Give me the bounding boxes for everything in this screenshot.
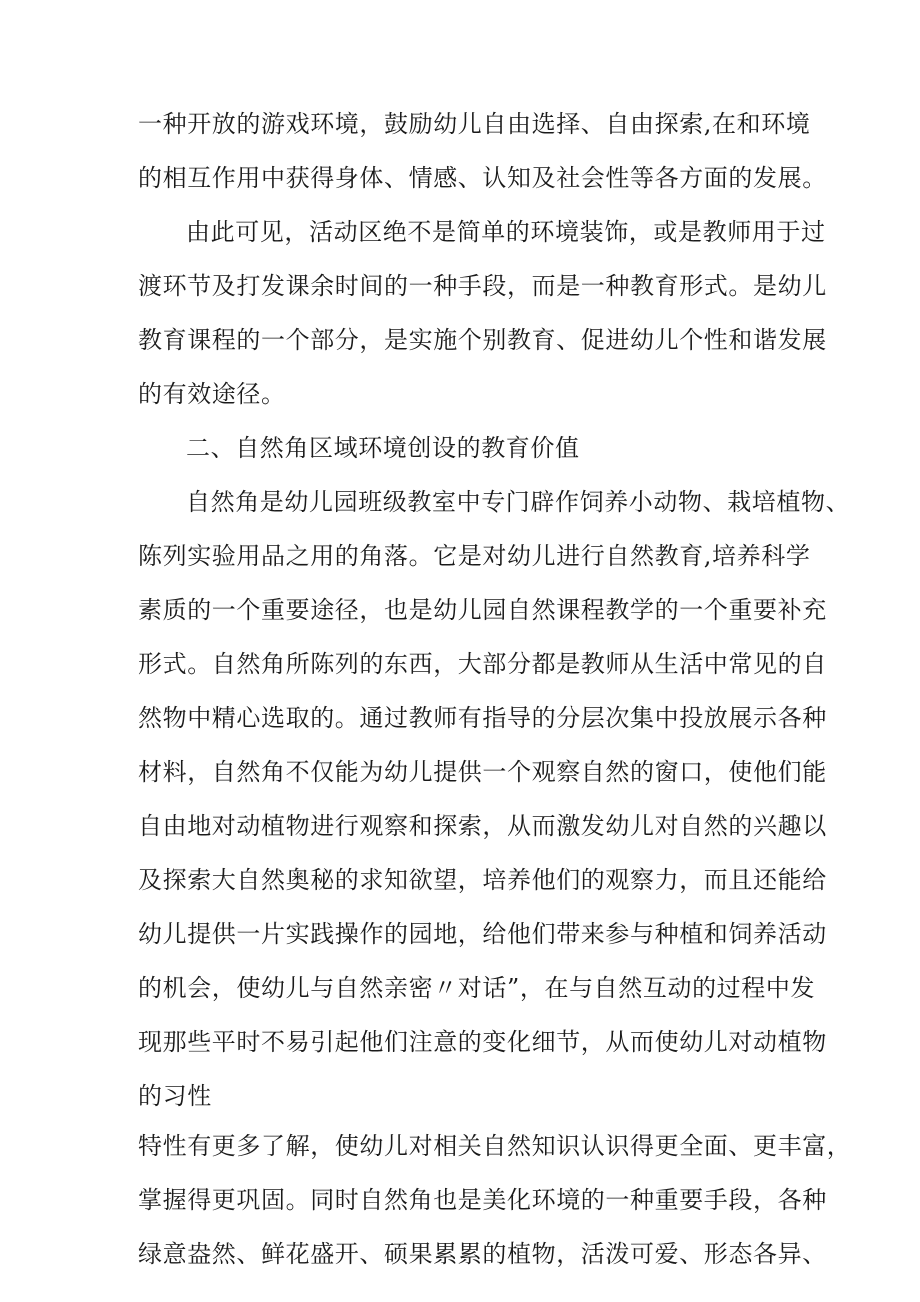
text-line-13: 材料，自然角不仅能为幼儿提供一个观察自然的窗口，使他们能 [138, 758, 827, 786]
text-line-5: 教育课程的一个部分，是实施个别教育、促进幼儿个性和谐发展 [138, 326, 827, 354]
text-line-2: 的相互作用中获得身体、情感、认知及社会性等各方面的发展。 [138, 164, 827, 192]
text-line-6: 的有效途径。 [138, 380, 286, 408]
section-heading: 二、自然角区域环境创设的教育价值 [186, 434, 580, 462]
text-line-21: 掌握得更巩固。同时自然角也是美化环境的一种重要手段，各种 [138, 1186, 827, 1214]
text-line-19: 的习性 [138, 1082, 212, 1110]
text-line-18: 现那些平时不易引起他们注意的变化细节，从而使幼儿对动植物 [138, 1028, 827, 1056]
text-line-22: 绿意盎然、鲜花盛开、硕果累累的植物，活泼可爱、形态各异、 [138, 1240, 827, 1268]
text-line-9: 陈列实验用品之用的角落。它是对幼儿进行自然教育,培养科学 [138, 542, 811, 570]
text-line-10: 素质的一个重要途径，也是幼儿园自然课程教学的一个重要补充 [138, 596, 827, 624]
text-line-1: 一种开放的游戏环境，鼓励幼儿自由选择、自由探索,在和环境 [138, 110, 811, 138]
text-line-14: 自由地对动植物进行观察和探索，从而激发幼儿对自然的兴趣以 [138, 812, 827, 840]
text-line-12: 然物中精心选取的。通过教师有指导的分层次集中投放展示各种 [138, 704, 827, 732]
paragraph-start-line: 由此可见，活动区绝不是简单的环境装饰，或是教师用于过 [186, 218, 826, 246]
text-line-4: 渡环节及打发课余时间的一种手段，而是一种教育形式。是幼儿 [138, 272, 827, 300]
text-line-17: 的机会，使幼儿与自然亲密〃对话”，在与自然互动的过程中发 [138, 974, 816, 1002]
text-line-20: 特性有更多了解，使幼儿对相关自然知识认识得更全面、更丰富， [138, 1132, 852, 1160]
text-line-16: 幼儿提供一片实践操作的园地，给他们带来参与种植和饲养活动 [138, 920, 827, 948]
text-line-11: 形式。自然角所陈列的东西，大部分都是教师从生活中常见的自 [138, 650, 827, 678]
text-line-15: 及探索大自然奥秘的求知欲望，培养他们的观察力，而且还能给 [138, 866, 827, 894]
paragraph-start-line: 自然角是幼儿园班级教室中专门辟作饲养小动物、栽培植物、 [186, 488, 851, 516]
